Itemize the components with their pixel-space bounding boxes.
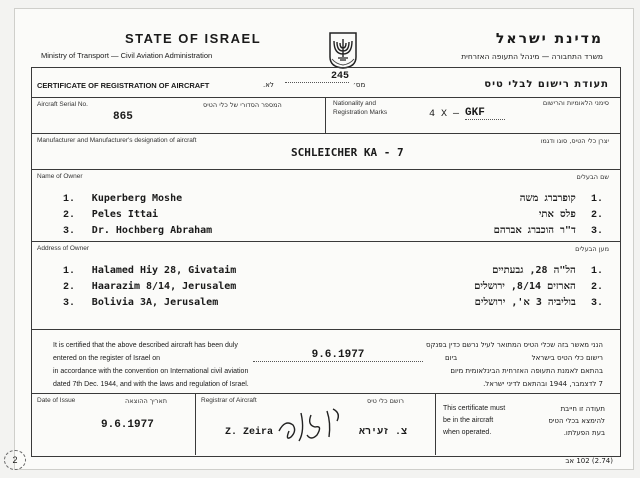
owner-row-he: [520, 193, 603, 205]
serial-label-he: המספר הסדורי של כלי הטיס: [203, 101, 282, 109]
address-number: 2.: [63, 282, 76, 293]
registrar-signature: [271, 401, 361, 445]
operation-note-en: This certificate must be in the aircraft when operated.: [443, 405, 506, 436]
owner-name-en: Kuperberg Moshe: [91, 193, 183, 204]
certification-line: in accordance with the convention on International civil aviation: [53, 368, 249, 375]
owner-number-he: .3: [590, 226, 603, 237]
page-mark: 2: [4, 450, 26, 470]
issue-label-en: Date of Issue: [37, 397, 76, 404]
serial-value: 865: [113, 111, 133, 123]
owner-number-he: .1: [590, 194, 603, 205]
owner-row-he: [539, 209, 603, 221]
operation-note-he: תעודה זו חייבת להימצא בכלי הטיס בעת הפעלתו.: [548, 405, 605, 437]
owner-number: 2.: [63, 210, 76, 221]
address-he: בוליביה 3 א', ירושלים: [474, 297, 576, 308]
issue-label-he: תאריך ההוצאה: [125, 397, 168, 405]
registration-marks: GKF: [465, 107, 505, 120]
address-number-he: .2: [590, 282, 603, 293]
owner-label-en: Name of Owner: [37, 173, 83, 180]
owner-number: 3.: [63, 226, 76, 237]
address-number: 1.: [63, 266, 76, 277]
menorah-emblem-icon: [328, 31, 358, 69]
registrar-label-he: רושם כלי טיס: [367, 397, 404, 405]
owner-name-he: קופרברג משה: [519, 193, 576, 204]
address-label-en: Address of Owner: [37, 245, 90, 252]
address-number-he: .3: [590, 298, 603, 309]
nationality-prefix: 4 X —: [429, 109, 460, 120]
address-number-he: .1: [590, 266, 603, 277]
certificate-title-en: CERTIFICATE OF REGISTRATION OF AIRCRAFT: [37, 81, 210, 90]
serial-label-en: Aircraft Serial No.: [37, 101, 88, 108]
address-row-he: [492, 265, 603, 277]
address-en: Haarazim 8/14, Jerusalem: [91, 281, 237, 292]
certificate-number: 245: [285, 71, 349, 83]
registrar-label-en: Registrar of Aircraft: [201, 397, 257, 404]
registrar-name-en: Z. Zeira: [225, 427, 274, 438]
ministry-title-he: משרד התחבורה — מינהל התעופה האזרחית: [461, 52, 603, 61]
owner-row: [63, 193, 182, 205]
certification-line-he: הנני מאשר בזה שכלי הטיס המתואר לעיל נרשם כדין בפנקס: [425, 341, 603, 349]
certificate-no-label-he: לא.: [263, 81, 274, 89]
address-he: הארזים 8/14, ירושלים: [474, 281, 576, 292]
manufacturer-label-en: Manufacturer and Manufacturer's designation of aircraft: [37, 137, 197, 144]
certificate-number-label-he: מס׳: [353, 81, 366, 89]
owner-number: 1.: [63, 194, 76, 205]
ministry-title-en: Ministry of Transport — Civil Aviation Administration: [41, 51, 213, 60]
address-row-he: [475, 297, 603, 309]
certificate-title-he: תעודת רישום לבלי טיס: [484, 79, 609, 90]
owner-row: [63, 209, 158, 221]
owner-name-en: Peles Ittai: [91, 209, 159, 220]
nationality-label-en: Nationality and Registration Marks: [333, 100, 388, 116]
certificate-sheet: [14, 8, 634, 470]
certification-line: It is certified that the above described aircraft has been duly: [53, 342, 238, 349]
manufacturer-value: SCHLEICHER KA - 7: [291, 146, 404, 159]
certification-line: dated 7th Dec. 1944, and with the laws and regulation of Israel.: [53, 381, 249, 388]
address-he: הל"ה 28, גבעתיים: [492, 265, 576, 276]
form-code: (2.74) 102 אב: [565, 457, 613, 465]
certification-text-en: [53, 339, 353, 391]
state-title-he: מדינת ישראל: [495, 31, 603, 47]
certification-line-he: 7 לדצמבר, 1944 ובהתאם לדיני ישראל.: [483, 380, 603, 388]
address-row-he: [474, 281, 603, 293]
nationality-label-he: סימני הלאומיות והרישום: [542, 99, 609, 107]
address-label-he: מען הבעלים: [575, 245, 609, 253]
certification-line-he: רישום כלי הטיס בישראל ביום: [445, 354, 603, 362]
issue-date: 9.6.1977: [101, 419, 154, 431]
state-title-en: STATE OF ISRAEL: [125, 31, 262, 46]
owner-number-he: .2: [590, 210, 603, 221]
owner-name-en: Dr. Hochberg Abraham: [91, 225, 213, 236]
address-number: 3.: [63, 298, 76, 309]
address-en: Bolivia 3A, Jerusalem: [91, 297, 219, 308]
owner-name-he: פלס אתי: [538, 209, 576, 220]
address-en: Halamed Hiy 28, Givataim: [91, 265, 237, 276]
form-frame: [31, 67, 621, 457]
registration-date: 9.6.1977: [253, 349, 423, 362]
address-row: [63, 297, 218, 309]
manufacturer-label-he: יצרן כלי הטיס, סוגו ודגמו: [540, 137, 609, 145]
certification-line: entered on the register of Israel on: [53, 355, 161, 362]
owner-label-he: שם הבעלים: [576, 173, 609, 181]
certification-line-he: בהתאם לאמנת התעופה האזרחית הבינלאומית מיום: [450, 367, 603, 375]
certification-text-he: [353, 339, 603, 391]
owner-name-he: ד"ר הוכברג אברהם: [493, 225, 576, 236]
address-row: [63, 265, 236, 277]
owner-row: [63, 225, 212, 237]
address-row: [63, 281, 236, 293]
owner-row-he: [494, 225, 603, 237]
registrar-name-he: צ. זעירא: [359, 427, 408, 438]
